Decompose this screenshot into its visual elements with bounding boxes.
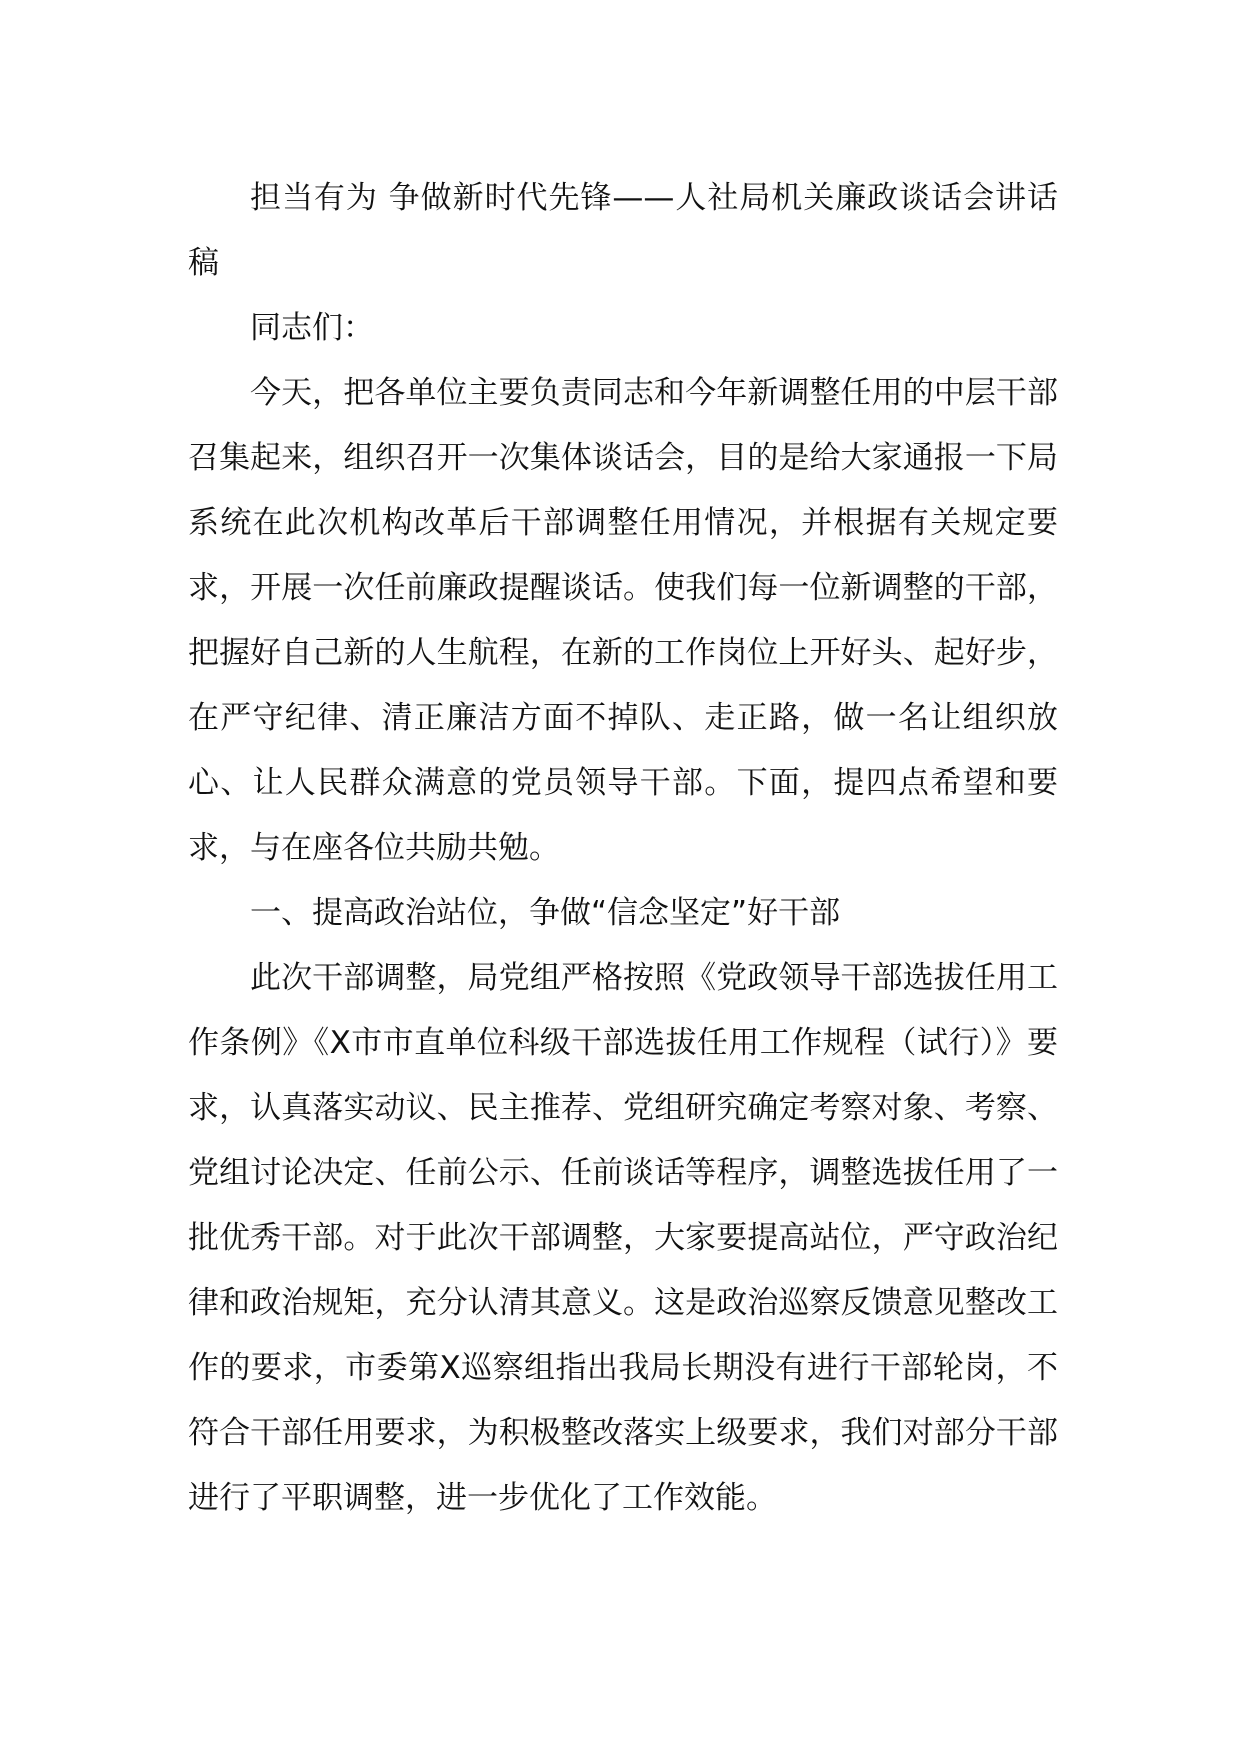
body-paragraph-intro: 今天，把各单位主要负责同志和今年新调整任用的中层干部召集起来，组织召开一次集体谈话会，目的是给大家通报一下局系统在此次机构改革后干部调整任用情况，并根据有关规定要求，开展一次任前廉政提醒谈话。使我们每一位新调整的干部，把握好自己新的人生航程，在新的工作岗位上开好头、起好步，在严守纪律、清正廉洁方面不掉队、走正路，做一名让组织放心、让人民群众满意的党员领导干部。下面，提四点希望和要求，与在座各位共励共勉。 <box>188 375 1058 866</box>
body-paragraph-section-1: 此次干部调整，局党组严格按照《党政领导干部选拔任用工作条例》《X市市直单位科级干部选拔任用工作规程（试行）》要求，认真落实动议、民主推荐、党组研究确定考察对象、考察、党组讨论决定、任前公示、任前谈话等程序，调整选拔任用了一批优秀干部。对于此次干部调整，大家要提高站位，严守政治纪律和政治规矩，充分认清其意义。这是政治巡察反馈意见整改工作的要求，市委第X巡察组指出我局长期没有进行干部轮岗，不符合干部任用要求，为积极整改落实上级要求，我们对部分干部进行了平职调整，进一步优化了工作效能。 <box>188 960 1058 1516</box>
document-title: 担当有为 争做新时代先锋——人社局机关廉政谈话会讲话稿 <box>188 180 1058 281</box>
document-body <box>188 166 1058 1531</box>
salutation: 同志们： <box>250 310 374 346</box>
section-heading-1: 一、提高政治站位，争做“信念坚定”好干部 <box>250 895 841 931</box>
